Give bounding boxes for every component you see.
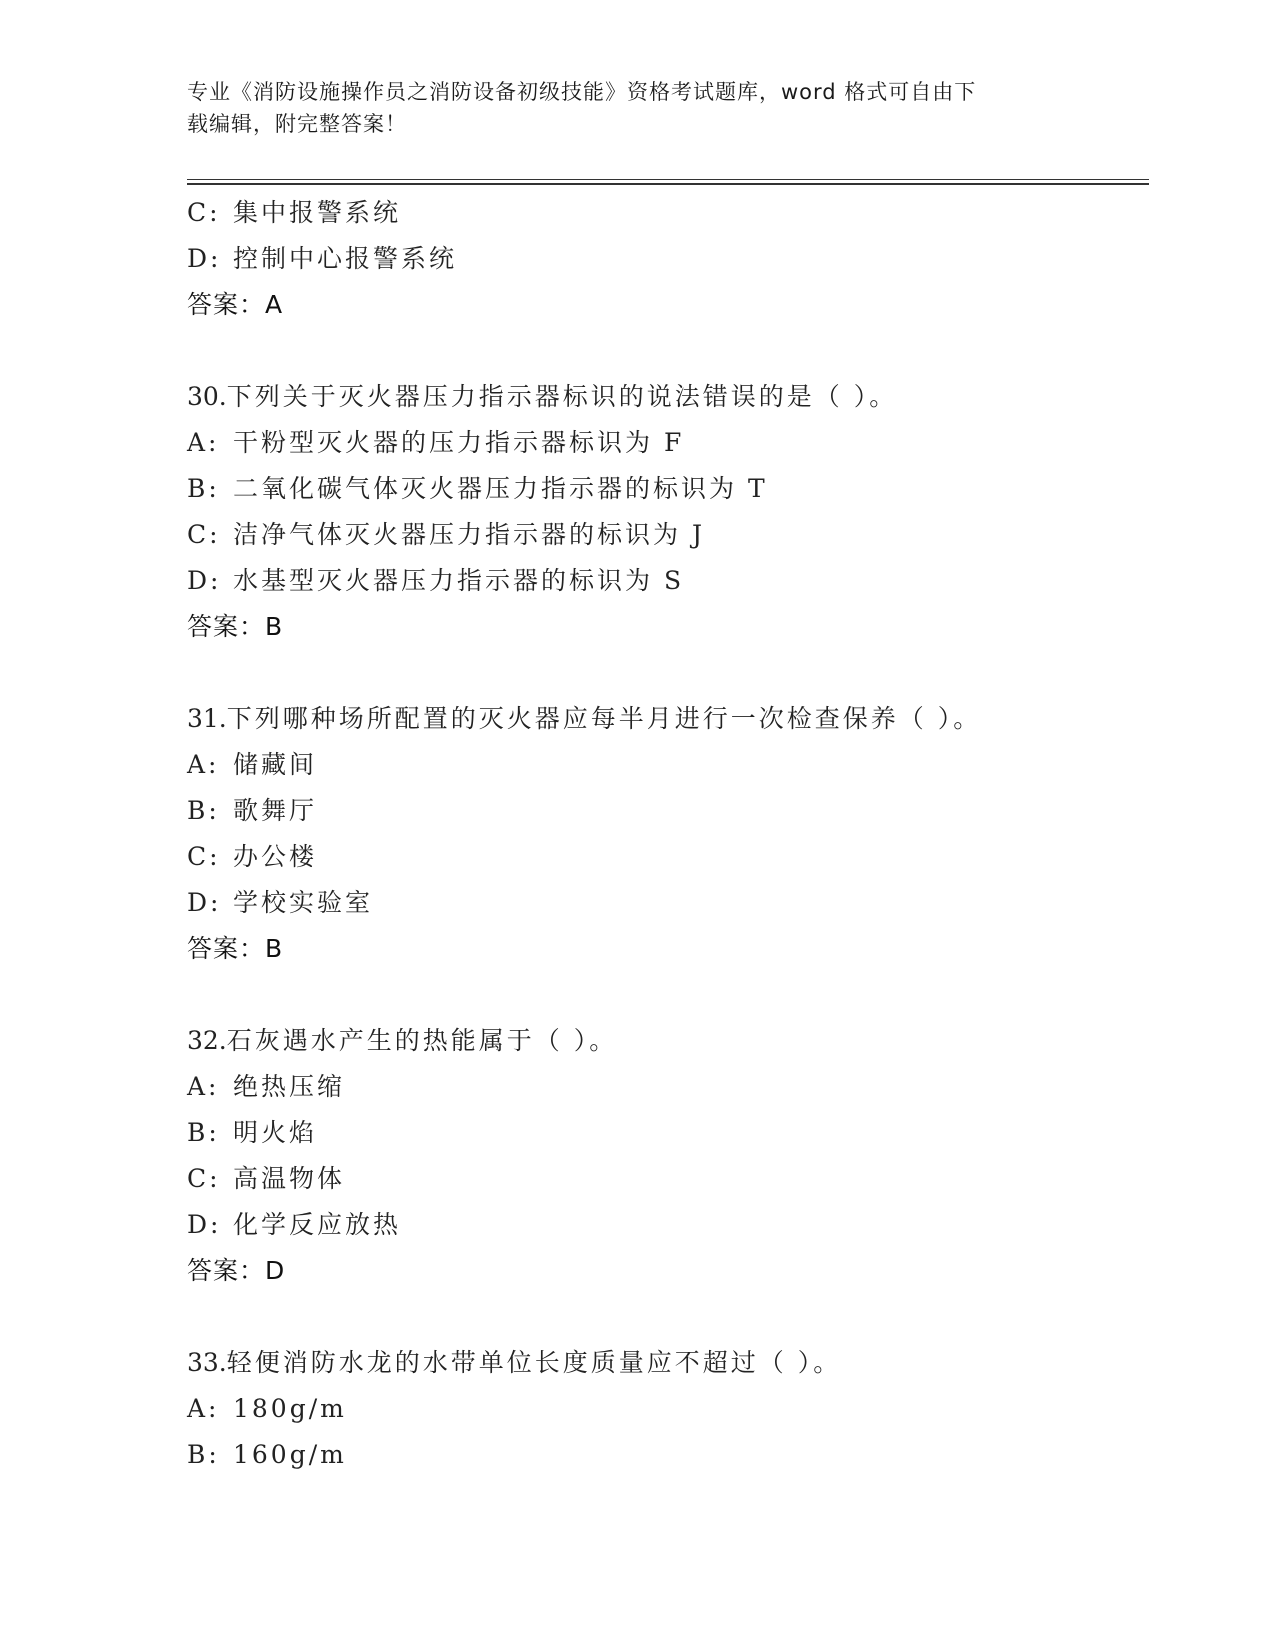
header-divider-thin xyxy=(187,179,1149,180)
option-c xyxy=(187,512,1147,558)
option-a xyxy=(187,1064,1147,1110)
option-text: 干粉型灭火器的压力指示器标识为 F xyxy=(233,428,685,457)
option-b xyxy=(187,466,1147,512)
option-key: B: xyxy=(187,1118,220,1147)
option-b xyxy=(187,1110,1147,1156)
answer-line: 答案：B xyxy=(187,612,284,641)
answer-line: 答案：B xyxy=(187,934,284,963)
answer-line: 答案：A xyxy=(187,290,284,319)
option-text: 绝热压缩 xyxy=(233,1072,346,1101)
option-text: 180g/m xyxy=(233,1394,347,1423)
question-stem xyxy=(187,1018,1147,1064)
option-key: D: xyxy=(187,566,222,595)
option-b xyxy=(187,1432,1147,1478)
option-text: 洁净气体灭火器压力指示器的标识为 J xyxy=(233,520,705,549)
option-c xyxy=(187,1156,1147,1202)
option-a xyxy=(187,420,1147,466)
option-key: C: xyxy=(187,842,221,871)
option-d xyxy=(187,1202,1147,1248)
option-b xyxy=(187,788,1147,834)
question-stem xyxy=(187,374,1147,420)
option-c xyxy=(187,834,1147,880)
spacer xyxy=(187,1294,1147,1340)
option-text: 学校实验室 xyxy=(233,888,374,917)
option-text: 160g/m xyxy=(233,1440,347,1469)
option-text: 明火焰 xyxy=(233,1118,318,1147)
option-text: 二氧化碳气体灭火器压力指示器的标识为 T xyxy=(233,474,768,503)
option-key: B: xyxy=(187,474,220,503)
spacer xyxy=(187,650,1147,696)
option-d xyxy=(187,558,1147,604)
option-c xyxy=(187,190,1147,236)
answer-line: 答案：D xyxy=(187,1256,286,1285)
option-a xyxy=(187,742,1147,788)
option-text: 集中报警系统 xyxy=(233,198,402,227)
option-text: 化学反应放热 xyxy=(233,1210,402,1239)
question-number: 30. xyxy=(187,382,227,411)
question-number: 31. xyxy=(187,704,227,733)
question-text: 石灰遇水产生的热能属于（ ）。 xyxy=(226,1026,618,1055)
question-text: 轻便消防水龙的水带单位长度质量应不超过（ ）。 xyxy=(226,1348,842,1377)
document-header xyxy=(187,76,1087,140)
header-line-1: 专业《消防设施操作员之消防设备初级技能》资格考试题库，word 格式可自由下 xyxy=(187,80,977,104)
option-key: A: xyxy=(187,1394,220,1423)
question-list xyxy=(187,190,1147,1478)
option-key: D: xyxy=(187,888,222,917)
header-divider-thick xyxy=(187,183,1149,185)
header-line-2: 载编辑，附完整答案！ xyxy=(187,112,407,136)
option-key: B: xyxy=(187,796,220,825)
question-stem xyxy=(187,696,1147,742)
option-key: A: xyxy=(187,428,220,457)
option-key: D: xyxy=(187,244,222,273)
option-a xyxy=(187,1386,1147,1432)
question-number: 33. xyxy=(187,1348,227,1377)
spacer xyxy=(187,972,1147,1018)
option-key: A: xyxy=(187,750,220,779)
option-text: 控制中心报警系统 xyxy=(233,244,458,273)
option-text: 水基型灭火器压力指示器的标识为 S xyxy=(233,566,685,595)
option-key: C: xyxy=(187,520,221,549)
question-text: 下列哪种场所配置的灭火器应每半月进行一次检查保养（ ）。 xyxy=(226,704,982,733)
option-text: 办公楼 xyxy=(233,842,318,871)
option-key: A: xyxy=(187,1072,220,1101)
option-d xyxy=(187,880,1147,926)
option-text: 高温物体 xyxy=(233,1164,346,1193)
option-key: C: xyxy=(187,1164,221,1193)
question-text: 下列关于灭火器压力指示器标识的说法错误的是（ ）。 xyxy=(226,382,898,411)
option-d xyxy=(187,236,1147,282)
option-text: 储藏间 xyxy=(233,750,318,779)
option-key: B: xyxy=(187,1440,220,1469)
option-key: C: xyxy=(187,198,221,227)
question-number: 32. xyxy=(187,1026,227,1055)
option-key: D: xyxy=(187,1210,222,1239)
question-stem xyxy=(187,1340,1147,1386)
option-text: 歌舞厅 xyxy=(233,796,318,825)
spacer xyxy=(187,328,1147,374)
